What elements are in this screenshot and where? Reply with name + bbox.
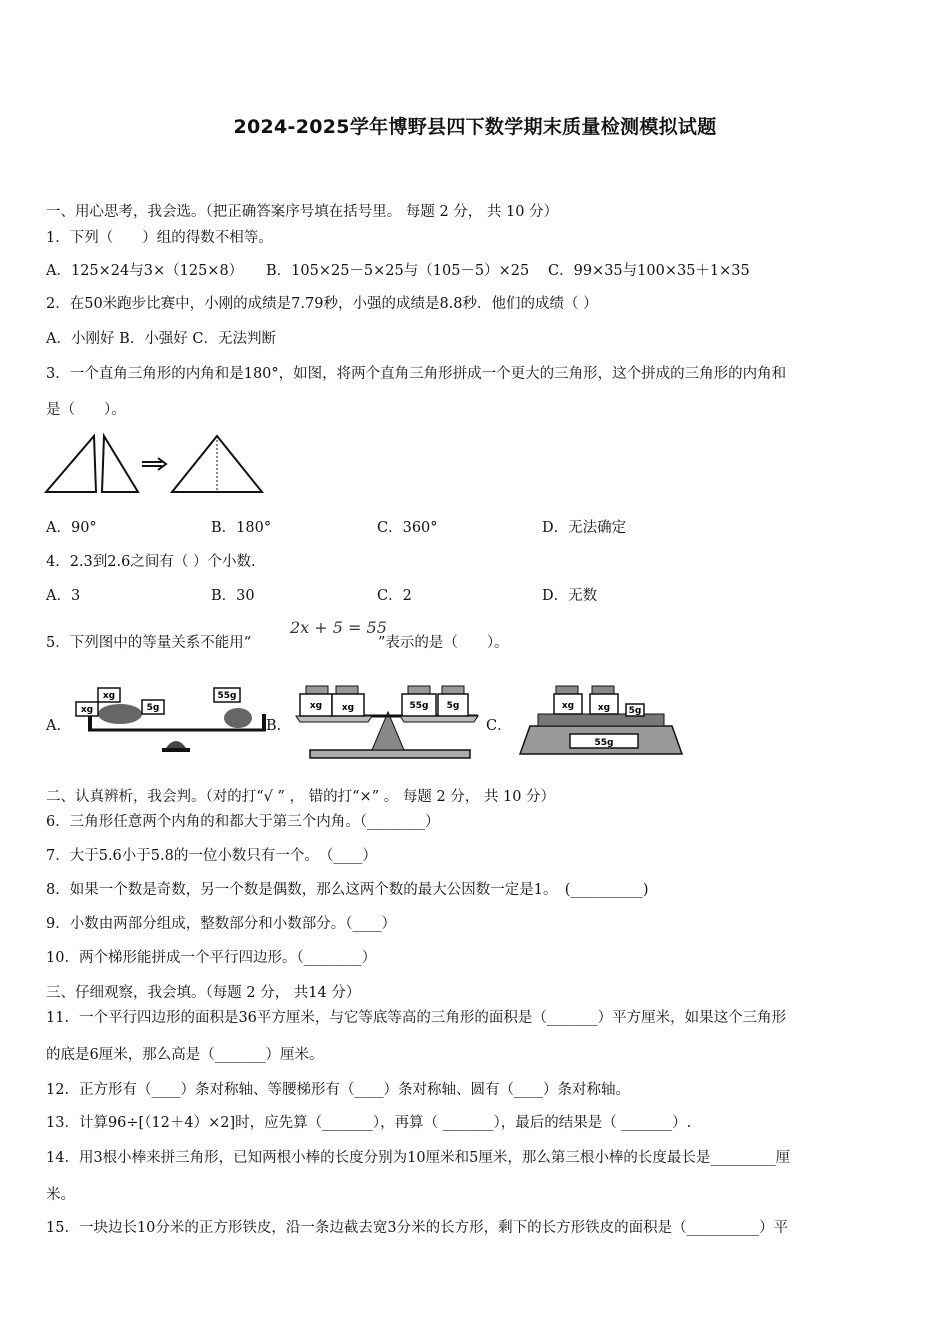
q14-line1: 14．用3根小棒来拼三角形，已知两根小棒的长度分别为10厘米和5厘米，那么第三根小棒的长度最长是_________厘 xyxy=(46,1150,791,1166)
q12: 12．正方形有（____）条对称轴、等腰梯形有（____）条对称轴、圆有（____）条对称轴。 xyxy=(46,1082,630,1098)
q7: 7．大于5.6小于5.8的一位小数只有一个。 （____） xyxy=(46,848,377,864)
q4-option-c: C．2 xyxy=(377,588,412,604)
weight-label-3: 5g xyxy=(628,706,642,716)
q2-options: A．小刚好 B．小强好 C．无法判断 xyxy=(46,331,276,347)
q1-option-b: B．105×25－5×25与（105－5）×25 xyxy=(266,263,530,279)
left-right-triangle xyxy=(46,436,96,492)
weight-label-2: xg xyxy=(341,703,355,713)
weight-label-1: xg xyxy=(309,701,323,711)
q5-option-b-label: B． xyxy=(266,718,292,734)
weight-label-3: 55g xyxy=(409,701,429,711)
q4-option-b: B．30 xyxy=(211,588,255,604)
scale-reading: 55g xyxy=(594,738,614,748)
q8: 8．如果一个数是奇数，另一个数是偶数，那么这两个数的最大公因数一定是1。 (__________) xyxy=(46,882,649,898)
q14-line2: 米。 xyxy=(46,1187,75,1203)
q5-figure-b-pan-balance xyxy=(292,682,476,760)
q5-stem-before: 5．下列图中的等量关系不能用“ xyxy=(46,635,252,651)
arrow-right-icon xyxy=(142,458,166,470)
q1-option-a: A．125×24与3×（125×8） xyxy=(46,263,244,279)
weight-label-2: xg xyxy=(102,691,116,701)
right-right-triangle xyxy=(102,436,138,492)
q15-line1: 15．一块边长10分米的正方形铁皮，沿一条边截去宽3分米的长方形，剩下的长方形铁皮的面积是（__________）平 xyxy=(46,1220,789,1236)
section-2-heading: 二、认真辨析，我会判。（对的打“√ ” ， 错的打“×” 。 每题 2 分， 共 10 分） xyxy=(46,789,556,805)
q5-option-a-label: A． xyxy=(46,718,71,734)
q1-option-c: C．99×35与100×35＋1×35 xyxy=(548,263,750,279)
q1-stem: 1．下列（ ）组的得数不相等。 xyxy=(46,230,273,246)
q3-option-b: B．180° xyxy=(211,520,272,536)
weight-label-4: 5g xyxy=(446,701,460,711)
q11-line2: 的底是6厘米，那么高是（_______）厘米。 xyxy=(46,1047,324,1063)
q10: 10．两个梯形能拼成一个平行四边形。（________） xyxy=(46,950,377,966)
q9: 9．小数由两部分组成，整数部分和小数部分。（____） xyxy=(46,916,396,932)
q6: 6．三角形任意两个内角的和都大于第三个内角。（________） xyxy=(46,814,440,830)
page-title: 2024-2025学年博野县四下数学期末质量检测模拟试题 xyxy=(233,116,717,138)
q3-option-d: D．无法确定 xyxy=(542,520,627,536)
weight-label-3: 5g xyxy=(146,703,160,713)
q4-option-d: D．无数 xyxy=(542,588,598,604)
section-3-heading: 三、仔细观察，我会填。（每题 2 分， 共14 分） xyxy=(46,985,361,1001)
q4-stem: 4．2.3到2.6之间有（ ）个小数. xyxy=(46,554,256,570)
q2-stem: 2．在50米跑步比赛中，小刚的成绩是7.79秒，小强的成绩是8.8秒．他们的成绩（ ） xyxy=(46,296,598,312)
weight-label-2: xg xyxy=(597,703,611,713)
q5-option-c-label: C． xyxy=(486,718,512,734)
q3-stem-line1: 3．一个直角三角形的内角和是180°，如图，将两个直角三角形拼成一个更大的三角形，这个拼成的三角形的内角和 xyxy=(46,366,787,382)
q3-option-c: C．360° xyxy=(377,520,438,536)
q3-stem-line2: 是（ ）。 xyxy=(46,402,126,418)
q11-line1: 11．一个平行四边形的面积是36平方厘米，与它等底等高的三角形的面积是（_______）平方厘米，如果这个三角形 xyxy=(46,1010,787,1026)
q3-triangles-figure xyxy=(44,432,244,496)
q4-option-a: A．3 xyxy=(46,588,81,604)
weight-label-1: xg xyxy=(561,701,575,711)
weight-label-4: 55g xyxy=(217,691,237,701)
q5-figure-a-balance xyxy=(66,684,262,758)
q5-figure-c-scale xyxy=(516,684,682,756)
q5-equation: 2x + 5 = 55 xyxy=(290,618,387,637)
weight-label-1: xg xyxy=(80,705,94,715)
q3-option-a: A．90° xyxy=(46,520,97,536)
q13: 13．计算96÷[（12＋4）×2]时，应先算（_______），再算（ _______），最后的结果是（ _______）. xyxy=(46,1115,692,1131)
q5-stem-after: ”表示的是（ ）。 xyxy=(378,635,509,651)
section-1-heading: 一、用心思考，我会选。（把正确答案序号填在括号里。 每题 2 分， 共 10 分） xyxy=(46,204,559,220)
